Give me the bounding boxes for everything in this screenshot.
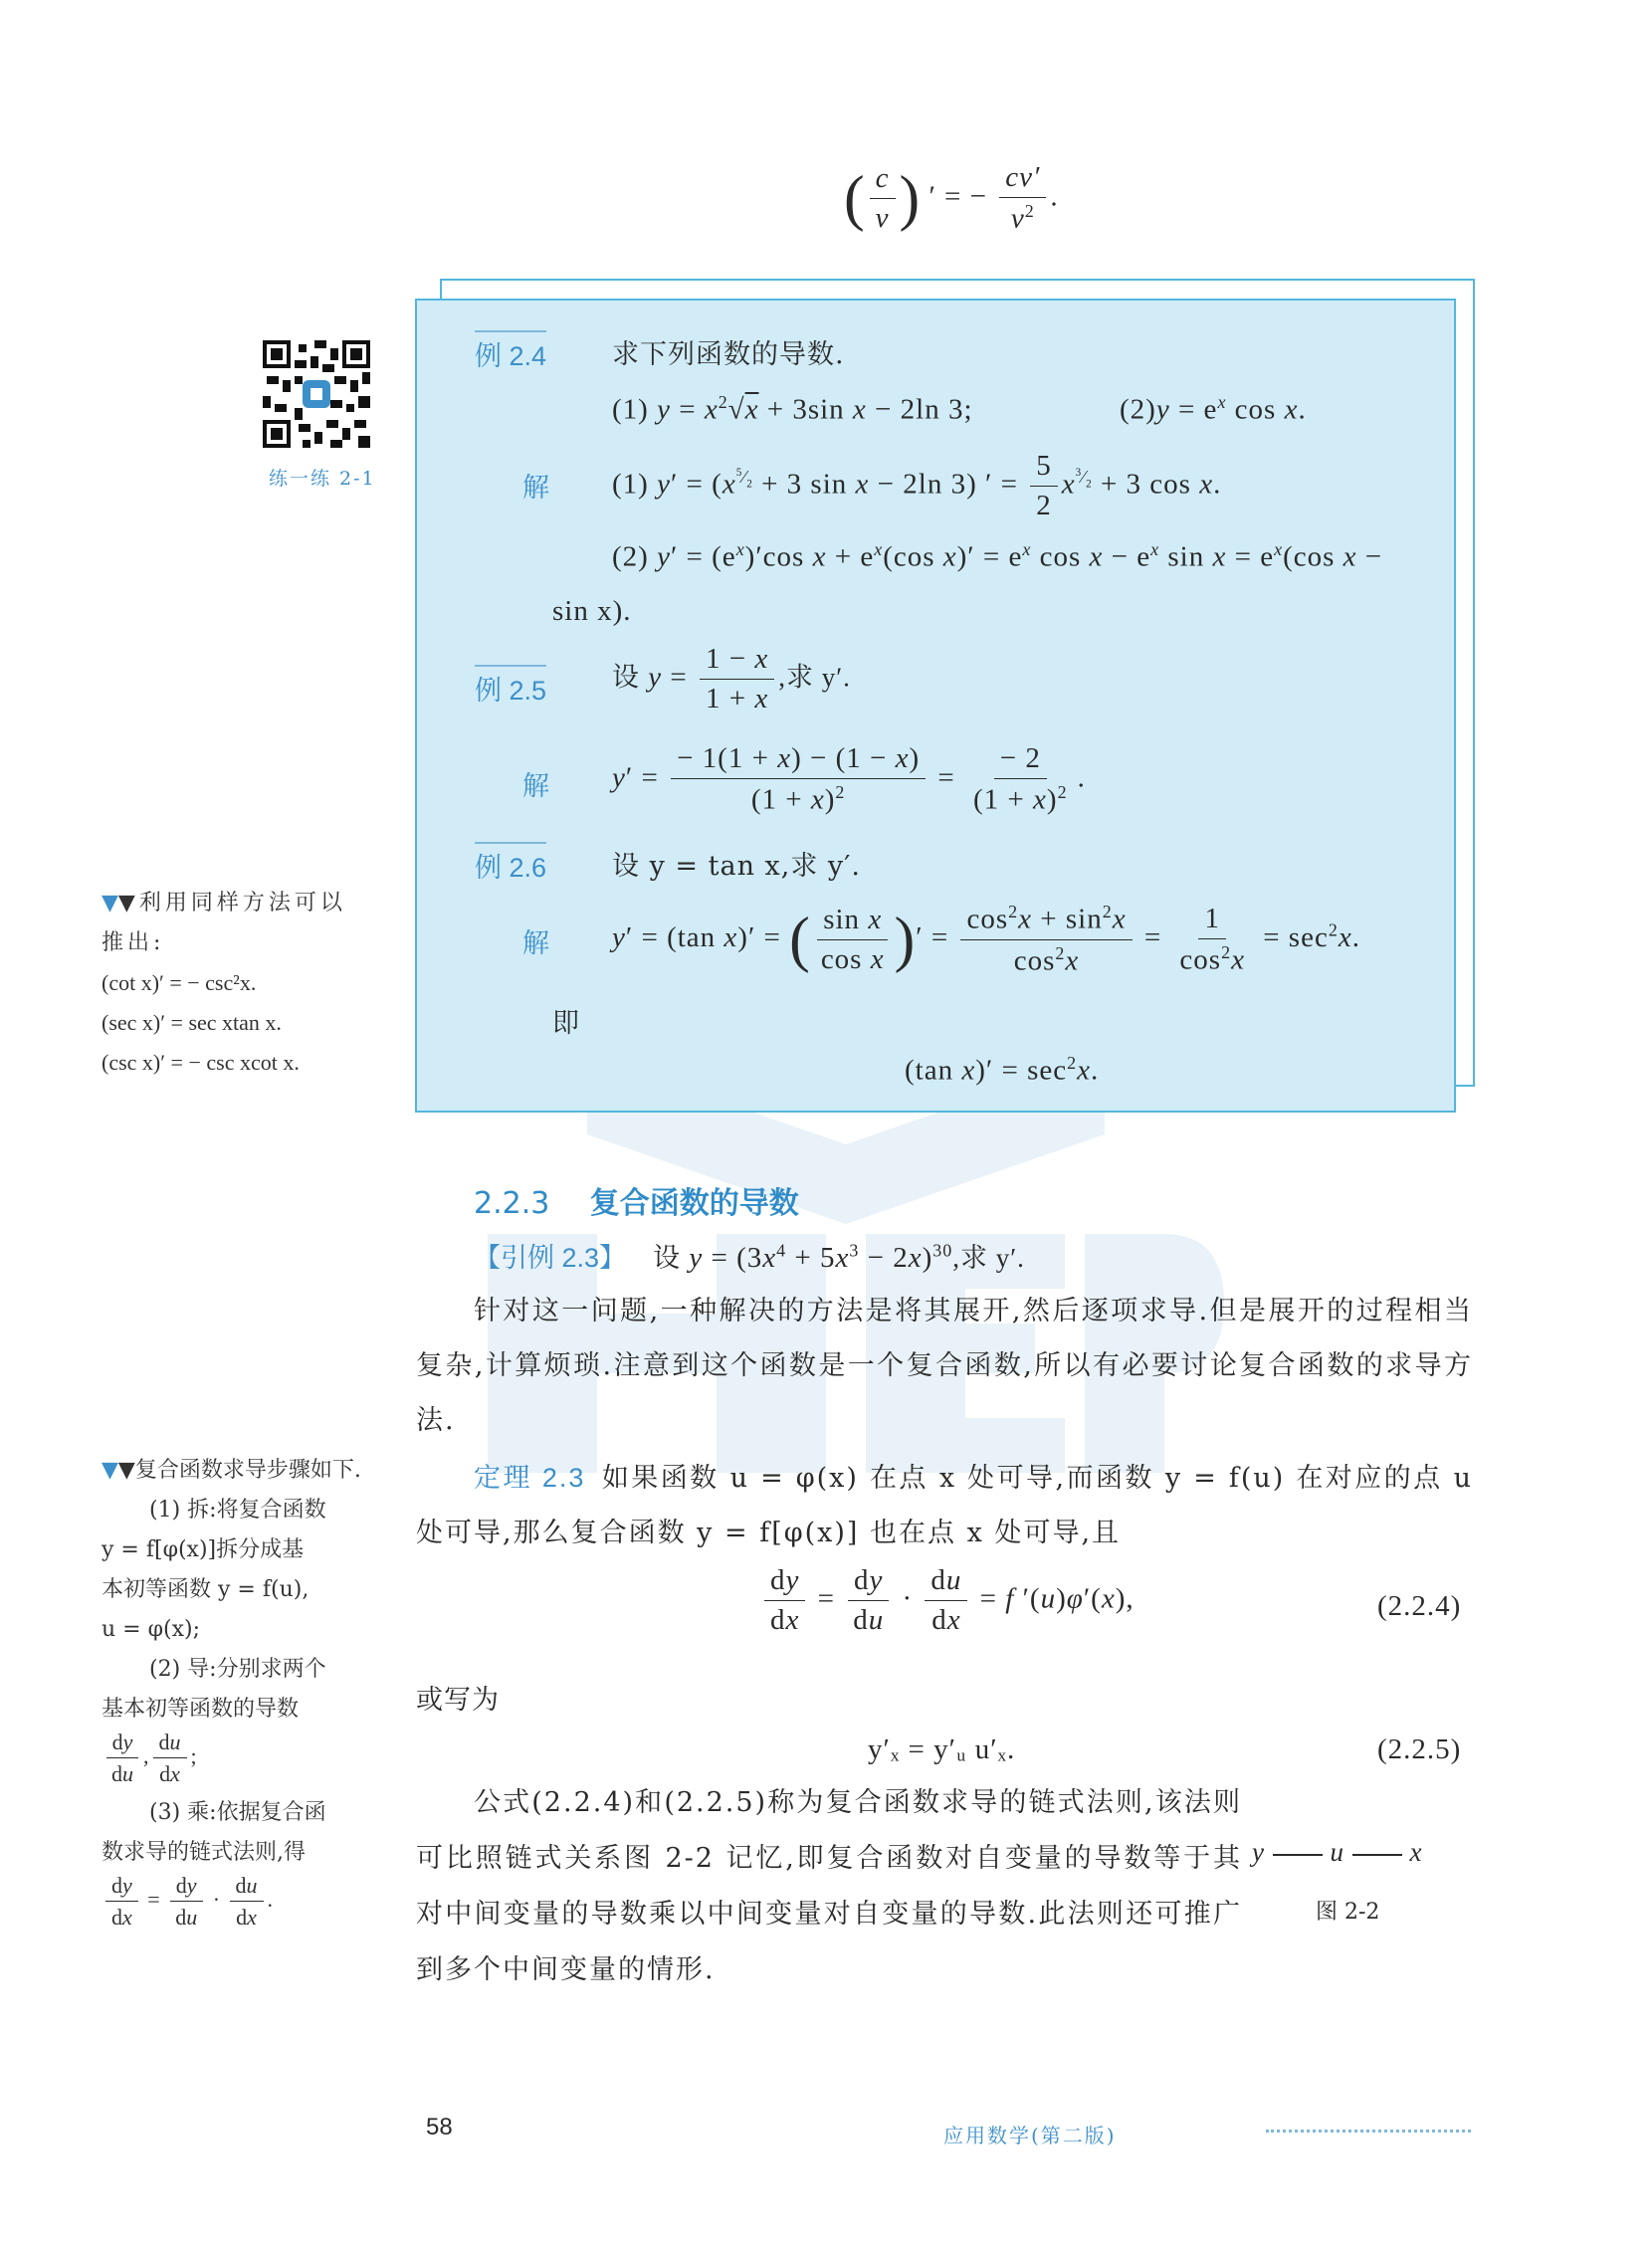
note1-csc: (csc x)′ = − csc xcot x. xyxy=(102,1050,300,1075)
theorem-label: 定理 2.3 xyxy=(474,1463,586,1493)
example-2-6-prompt: 设 y = tan x,求 y′. xyxy=(612,851,861,882)
example-2-4-part2: $(2)y = e^x$ cos x. xyxy=(1120,392,1307,426)
theorem-text: 如果函数 u = φ(x) 在点 x 处可导,而函数 y = f(u) 在对应的点 u 处可导,那么复合函数 y = f[φ(x)] 也在点 x 处可导,且 xyxy=(416,1463,1473,1548)
note2-chain-formula: $\frac{dy}{dx}$ = $\frac{dy}{du}$ · $\frac{du}{dx}$ . xyxy=(102,1873,370,1931)
note1-line2: 推出: xyxy=(102,930,165,955)
section-heading xyxy=(474,1178,799,1222)
chain-rule-formula-short: y′ₓ = y′ᵤ u′ₓ. xyxy=(868,1733,1016,1765)
example-2-5-label: 例 2.5 xyxy=(475,665,546,708)
intro-example: 【引例 2.3】 设 $y = (3x^4 + 5x^3 - 2x)^{30}$,求 y′. xyxy=(474,1240,1025,1274)
qr-caption: 练一练 2-1 xyxy=(269,468,376,490)
section-number: 2.2.3 xyxy=(474,1186,550,1221)
body-paragraph-1: 针对这一问题,一种解决的方法是将其展开,然后逐项求导.但是展开的过程相当复杂,计算烦琐.注意到这个函数是一个复合函数,所以有必要讨论复合函数的求导方法. xyxy=(416,1296,1473,1436)
note2-s2b: 基本初等函数的导数 xyxy=(102,1697,300,1722)
eq-2-2-4-number: (2.2.4) xyxy=(1377,1590,1462,1622)
example-2-4-solution-1: (1) $y' = (x^{^5⁄_2} + 3$ sin x − 2ln 3) ′ = $\frac{5}{2}$ $x^{^3⁄_2} + 3$ cos x. xyxy=(612,450,1222,522)
example-2-6-ji: 即 xyxy=(552,1008,580,1039)
example-2-5-solution: y′ = $\frac{- 1(1 + x) - (1 - x)}{(1 + x)^2}$ = $\frac{- 2}{(1 + x)^2}$ . xyxy=(612,742,1086,816)
note2-s2a: (2) 导:分别求两个 xyxy=(149,1657,326,1682)
note2-s1a: (1) 拆:将复合函数 xyxy=(149,1498,326,1523)
page-number: 58 xyxy=(426,2114,453,2140)
example-2-6-label: 例 2.6 xyxy=(475,842,546,885)
section-title: 复合函数的导数 xyxy=(589,1186,799,1221)
note2-s1b: y = f[φ(x)]拆分成基 xyxy=(102,1537,305,1562)
example-2-4-prompt: 求下列函数的导数. xyxy=(612,339,845,370)
chain-rule-formula: $\frac{dy}{dx}$ = $\frac{dy}{du}$ · $\frac{du}{dx}$ = f ′(u)φ′(x), xyxy=(760,1564,1135,1638)
quotient-rule-formula: ( $\frac{c}{v}$ ) ′ = − $\frac{cv'}{v^2}$ . xyxy=(844,161,1059,235)
sidebar-note-cot-sec-csc: ▼▼利用同样方法可以 推出: (cot x)′ = − csc²x. (sec x)′ = sec xtan x. (csc x)′ = − csc xcot x. xyxy=(102,884,370,1083)
example-2-4-label: 例 2.4 xyxy=(475,330,546,373)
note2-s1c: 本初等函数 y = f(u), xyxy=(102,1577,310,1602)
example-2-5-prompt: 设 y = $\frac{1 - x}{1 + x}$ ,求 y′. xyxy=(612,643,851,715)
note1-cot: (cot x)′ = − csc²x. xyxy=(102,970,257,995)
note2-s1d: u = φ(x); xyxy=(102,1617,200,1642)
example-box xyxy=(415,299,1456,1113)
body-paragraph-2: 公式(2.2.4)和(2.2.5)称为复合函数求导的链式法则,该法则可比照链式关系图 2-2 记忆,即复合函数对自变量的导数等于其对中间变量的导数乘以中间变量对自变量的导数.此法则还可推广到多个中间变量的情形. xyxy=(416,1787,1242,1985)
qr-code[interactable] xyxy=(263,340,370,448)
or-write-text: 或写为 xyxy=(416,1685,500,1716)
note1-lead: ▼利用同样方法可以 xyxy=(117,891,346,916)
theorem-2-3 xyxy=(416,1451,1473,1560)
note2-s3a: (3) 乘:依据复合函 xyxy=(149,1799,326,1825)
note1-sec: (sec x)′ = sec xtan x. xyxy=(102,1010,282,1035)
example-2-4-solution-2-cont: sin x). xyxy=(552,595,632,627)
example-2-4-solution-2: (2) $y' = (e^x)'\cos$ $x + e^x(\cos$ $x)' = e^x$ $\cos x - e^x$ $\sin x = e^x(\cos$ x − xyxy=(612,539,1383,573)
note2-lead: ▼复合函数求导步骤如下. xyxy=(117,1458,361,1483)
example-2-6-solution: y′ = (tan x)′ = ( $\frac{\text{sin x}}{\text{cos x}}$ )′ = $\frac{\cos^2x + \sin^2x}{\cos^2x}$ = $\frac{1}{\cos^2x}$ = $\sec^2x$. xyxy=(612,902,1360,977)
sidebar-note-chain-steps: ▼▼复合函数求导步骤如下. (1) 拆:将复合函数 y = f[φ(x)]拆分成基 本初等函数 y = f(u), u = φ(x); (2) 导:分别求两个 基本初等函数的导数 $\frac{dy}{du}$ , $\frac{du}{dx}$ ; (3) 乘:依据复合函 数求导的链式法则,得 $\frac{dy}{dx}$ = $\frac{dy}{du}$ · $\frac{du}{dx}$ . xyxy=(102,1451,370,1930)
example-2-6-solution-label: 解 xyxy=(522,928,549,959)
intro-label: 【引例 2.3】 xyxy=(474,1243,627,1273)
example-2-4-solution-label: 解 xyxy=(522,473,549,504)
example-2-6-result: (tan $x)' = \sec^2x$. xyxy=(905,1053,1100,1087)
book-title: 应用数学(第二版) xyxy=(943,2124,1117,2147)
note2-s3b: 数求导的链式法则,得 xyxy=(102,1839,306,1865)
example-2-5-solution-label: 解 xyxy=(522,771,549,802)
eq-2-2-5-number: (2.2.5) xyxy=(1377,1733,1462,1765)
note2-derivatives: $\frac{dy}{du}$ , $\frac{du}{dx}$ ; xyxy=(102,1730,370,1787)
example-2-4-part1: (1) $y = x^2√x + 3\sin$ x − 2ln 3; xyxy=(612,392,973,426)
footer-dotted-rule xyxy=(1266,2130,1471,2133)
figure-caption: 图 2-2 xyxy=(1316,1900,1380,1925)
chain-diagram: y u x xyxy=(1252,1837,1423,1867)
